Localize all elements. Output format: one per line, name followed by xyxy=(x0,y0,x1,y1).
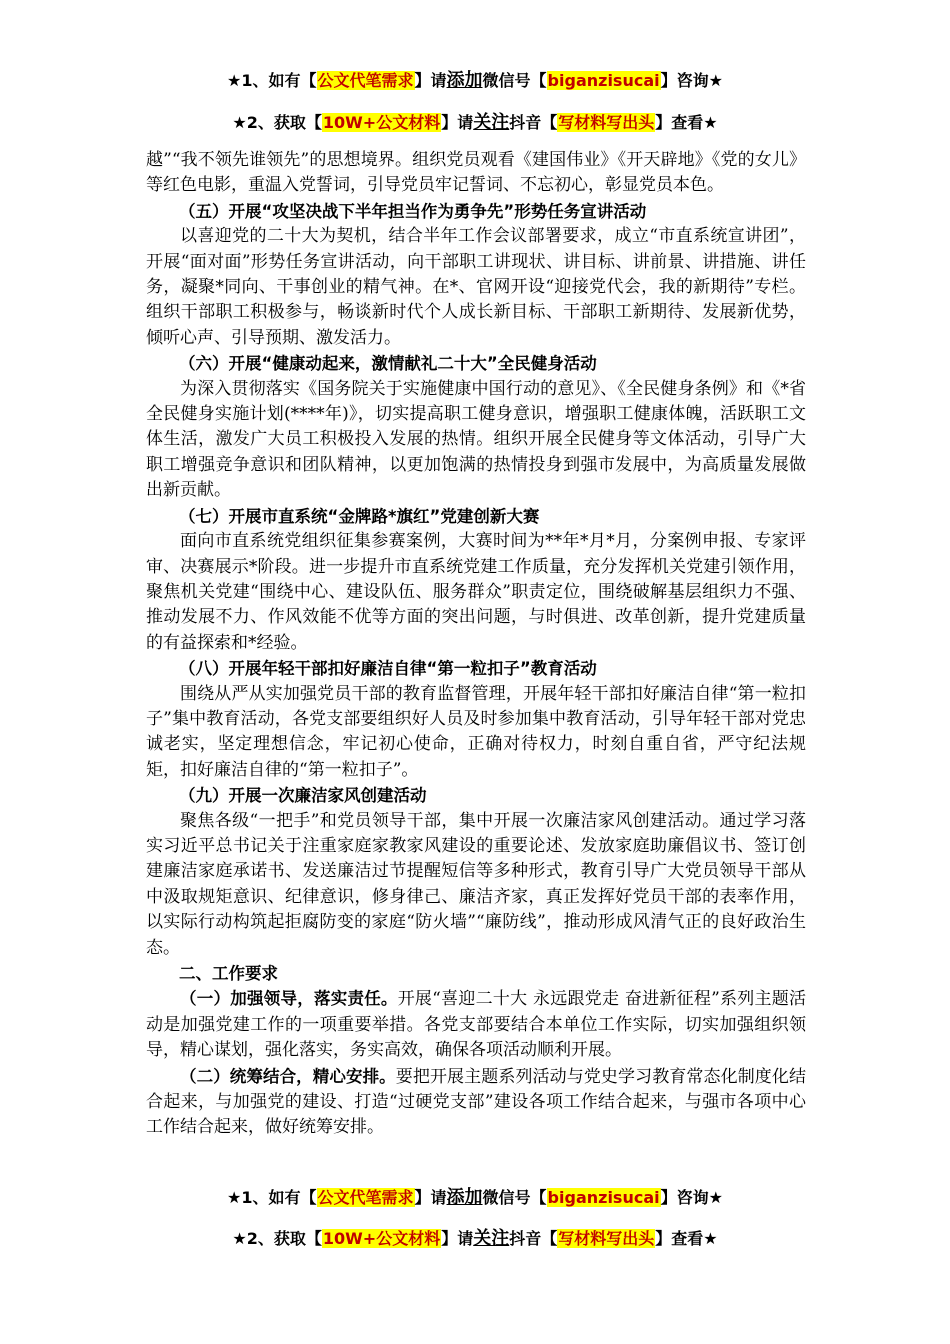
banner-text: ★2、获取【 xyxy=(232,113,322,132)
banner-underline: 关注 xyxy=(473,1228,510,1249)
requirement-text: 开展“喜迎二十大 永远跟党走 奋进新征程”系列主题活动是加强党建工作的一项重要举措。各党支部要结合本单位工作实际，切实加强组织领导，精心谋划，强化落实，务实高效，确保各项活动顺利开展。 xyxy=(146,989,806,1061)
banner-text: 微信号【 xyxy=(482,1188,547,1207)
banner-text: 抖音【 xyxy=(509,113,558,132)
requirement-lead: （二）统筹结合，精心安排。 xyxy=(180,1066,396,1086)
banner-text: 】咨询★ xyxy=(660,71,723,90)
promo-banner-bottom-2 xyxy=(0,1228,950,1250)
banner-text: 】请 xyxy=(441,1229,474,1248)
banner-underline: 关注 xyxy=(473,112,510,133)
body-paragraph: 面向市直系统党组织征集参赛案例，大赛时间为**年*月*月，分案例申报、专家评审、决赛展示*阶段。进一步提升市直系统党建工作质量，充分发挥机关党建引领作用，聚焦机关党建“围绕中心、建设队伍、服务群众”职责定位，围绕破解基层组织力不强、推动发展不力、作风效能不优等方面的突出问题，与时俱进、改革创新，提升党建质量的有益探索和*经验。 xyxy=(146,531,806,653)
requirement-lead: （一）加强领导，落实责任。 xyxy=(180,989,398,1009)
promo-banner-top-2 xyxy=(0,112,950,134)
body-paragraph: 越”“我不领先谁领先”的思想境界。组织党员观看《建国伟业》《开天辟地》《党的女儿》等红色电影，重温入党誓词，引导党员牢记誓词、不忘初心，彰显党员本色。 xyxy=(146,150,806,196)
banner-highlight: 写材料写出头 xyxy=(558,1229,655,1248)
requirement-text: 要把开展主题系列活动与党史学习教育常态化制度化结合起来，与加强党的建设、打造“过硬党支部”建设各项工作结合起来，与强市各项中心工作结合起来，做好统筹安排。 xyxy=(146,1066,807,1138)
banner-text: 】查看★ xyxy=(655,1229,718,1248)
section-heading: （五）开展“攻坚决战下半年担当作为勇争先”形势任务宣讲活动 xyxy=(179,201,647,221)
banner-text: 】请 xyxy=(414,71,447,90)
banner-text: 微信号【 xyxy=(482,71,547,90)
requirement-paragraph xyxy=(146,986,806,1063)
section-heading: （九）开展一次廉洁家风创建活动 xyxy=(179,786,427,806)
promo-banner-bottom-1 xyxy=(0,1187,950,1209)
banner-highlight: 10W+公文材料 xyxy=(322,1229,441,1248)
banner-underline: 添加 xyxy=(446,1187,483,1208)
banner-text: ★2、获取【 xyxy=(232,1229,322,1248)
body-paragraph: 以喜迎党的二十大为契机，结合半年工作会议部署要求，成立“市直系统宣讲团”，开展“面对面”形势任务宣讲活动，向干部职工讲现状、讲目标、讲前景、讲措施、讲任务，凝聚*同向、干事创业的精气神。在*、官网开设“迎接党代会，我的新期待”专栏。组织干部职工积极参与，畅谈新时代个人成长新目标、干部职工新期待、发展新优势，倾听心声、引导预期、激发活力。 xyxy=(146,226,806,348)
document-body xyxy=(146,148,806,1141)
banner-text: ★1、如有【 xyxy=(227,1188,317,1207)
body-paragraph: 为深入贯彻落实《国务院关于实施健康中国行动的意见》、《全民健身条例》和《*省全民健身实施计划(****年)》，切实提高职工健身意识，增强职工健康体魄，活跃职工文体生活，激发广大员工积极投入发展的热情。组织开展全民健身等文体活动，引导广大职工增强竞争意识和团队精神，以更加饱满的热情投身到强市发展中，为高质量发展做出新贡献。 xyxy=(146,378,806,501)
banner-text: 抖音【 xyxy=(509,1229,558,1248)
banner-highlight: biganzisucai xyxy=(547,71,660,90)
section-heading: （六）开展“健康动起来，激情献礼二十大”全民健身活动 xyxy=(179,354,597,374)
banner-text: ★1、如有【 xyxy=(227,71,317,90)
section-heading: （七）开展市直系统“金牌路*旗红”党建创新大赛 xyxy=(179,506,540,526)
banner-highlight: 公文代笔需求 xyxy=(317,71,414,90)
section-heading: 二、工作要求 xyxy=(179,964,278,983)
banner-highlight: biganzisucai xyxy=(547,1188,660,1207)
banner-highlight: 写材料写出头 xyxy=(558,113,655,132)
banner-text: 】咨询★ xyxy=(660,1188,723,1207)
section-heading: （八）开展年轻干部扣好廉洁自律“第一粒扣子”教育活动 xyxy=(179,659,597,679)
body-paragraph: 聚焦各级“一把手”和党员领导干部，集中开展一次廉洁家风创建活动。通过学习落实习近平总书记关于注重家庭家教家风建设的重要论述、发放家庭助廉倡议书、签订创建廉洁家庭承诺书、发送廉洁过节提醒短信等多种形式，教育引导广大党员领导干部从中汲取规矩意识、纪律意识，修身律己、廉洁齐家，真正发挥好党员干部的表率作用，以实际行动构筑起拒腐防变的家庭“防火墙”“廉防线”，推动形成风清气正的良好政治生态。 xyxy=(146,810,806,958)
banner-underline: 添加 xyxy=(446,70,483,91)
promo-banner-top-1 xyxy=(0,70,950,92)
banner-text: 】请 xyxy=(414,1188,447,1207)
requirement-paragraph xyxy=(146,1064,806,1141)
banner-text: 】请 xyxy=(441,113,474,132)
banner-highlight: 10W+公文材料 xyxy=(322,113,441,132)
banner-text: 】查看★ xyxy=(655,113,718,132)
body-paragraph: 围绕从严从实加强党员干部的教育监督管理，开展年轻干部扣好廉洁自律“第一粒扣子”集中教育活动，各党支部要组织好人员及时参加集中教育活动，引导年轻干部对党忠诚老实，坚定理想信念，牢记初心使命，正确对待权力，时刻自重自省，严守纪法规矩，扣好廉洁自律的“第一粒扣子”。 xyxy=(146,683,806,780)
banner-highlight: 公文代笔需求 xyxy=(317,1188,414,1207)
